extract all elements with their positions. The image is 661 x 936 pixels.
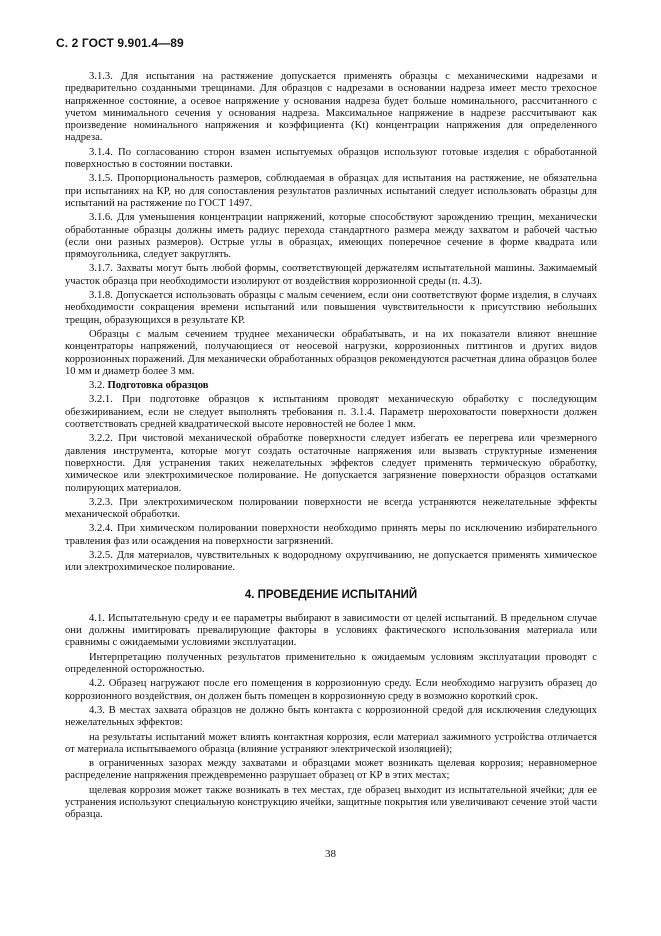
subsection-title: Подготовка образцов [107,380,209,392]
document-body [65,71,597,824]
paragraph-3-2-3: 3.2.3. При электрохимическом полировании поверхности не всегда устраняются нежелательные эффекты механической обработки. [65,496,597,521]
page-number: 38 [325,848,336,860]
paragraph-3-1-3: 3.1.3. Для испытания на растяжение допускается применять образцы с механическими надрезами и предварительно созданными трещинами. Для образцов с надрезами в основании надреза имеет место трехосное напряженное состояние, а осевое напряжение у основания надреза будет больше номинального, рассчитанного с учетом минимального сечения у основания надреза. Максимальное напряжение в надрезе рассчитывают как произведение номинального напряжения и коэффициента (Kt) концентрации напряжения для определенного надреза. [65,71,597,144]
page-header: С. 2 ГОСТ 9.901.4—89 [56,36,184,50]
subsection-3-2-heading [65,380,597,392]
paragraph-4-3-item-1: на результаты испытаний может влиять контактная коррозия, если материал зажимного устройства отличается от материала испытываемого образца (влияние устраняют электрической изоляцией); [65,731,597,755]
paragraph-4-3: 4.3. В местах захвата образцов не должно быть контакта с коррозионной средой для исключения следующих нежелательных эффектов: [65,704,597,729]
paragraph-3-1-6: 3.1.6. Для уменьшения концентрации напряжений, которые способствуют зарождению трещин, механически обработанные образцы должны иметь радиус перехода стандартного размера между захватом и рабочей частью (если они разных размеров). Острые углы в образцах, имеющих поперечное сечение в форме квадрата или прямоугольника, следует закруглять. [65,212,597,261]
paragraph-3-2-5: 3.2.5. Для материалов, чувствительных к водородному охрупчиванию, не допускается применять химическое или электрохимическое полирование. [65,549,597,574]
paragraph-small-section-note: Образцы с малым сечением труднее механически обрабатывать, и на их показатели влияют внешние концентраторы напряжений, получающиеся от неосевой нагрузки, коррозионных питтингов и других видов коррозионных поражений. Для механически обработанных образцов рекомендуются расчетная длина образцов более 10 мм и диаметр более 3 мм. [65,328,597,377]
paragraph-4-2: 4.2. Образец нагружают после его помещения в коррозионную среду. Если необходимо нагрузить образец до коррозионного воздействия, он должен быть помещен в коррозионную среду в возможно короткий срок. [65,678,597,702]
paragraph-4-3-item-2: в ограниченных зазорах между захватами и образцами может возникать щелевая коррозия; неравномерное распределение напряжения преждевременно разрушает образец от КР в этих местах; [65,758,597,782]
paragraph-3-1-4: 3.1.4. По согласованию сторон взамен испытуемых образцов используют готовые изделия с обработанной поверхностью в состоянии поставки. [65,146,597,171]
paragraph-3-2-2: 3.2.2. При чистовой механической обработке поверхности следует избегать ее перегрева или чрезмерного давления инструмента, которые могут создать остаточные напряжения или вызвать структурные изменения поверхности. Для устранения таких нежелательных эффектов следует применять термическую обработку, химическое или электрохимическое полирование. Не допускается загрязнение поверхности образцов остатками полирующих материалов. [65,433,597,494]
paragraph-3-1-8: 3.1.8. Допускается использовать образцы с малым сечением, если они соответствуют форме изделия, в случаях необходимости сокращения времени испытаний или повышения чувствительности к присутствию небольших трещин, образующихся в результате КР. [65,290,597,326]
subsection-number: 3.2. [89,380,105,392]
paragraph-3-1-7: 3.1.7. Захваты могут быть любой формы, соответствующей держателям испытательной машины. Зажимаемый участок образца при необходимости изолируют от воздействия коррозионной среды (п. 4.3). [65,263,597,287]
paragraph-3-2-1: 3.2.1. При подготовке образцов к испытаниям проводят механическую обработку с последующим обезжириванием, если не следует выполнять требования п. 3.1.4. Параметр шероховатости поверхности должен соответствовать средней квадратической высоте неровностей не более 1 мкм. [65,394,597,431]
paragraph-3-1-5: 3.1.5. Пропорциональность размеров, соблюдаемая в образцах для испытания на растяжение, не обязательна при испытаниях на КР, но для сопоставления результатов различных испытаний следует использовать образцы для испытаний на растяжение по ГОСТ 1497. [65,173,597,209]
paragraph-4-1: 4.1. Испытательную среду и ее параметры выбирают в зависимости от целей испытаний. В предельном случае они должны имитировать превалирующие факторы в условиях фактического использования материала или сравнимы с ожидаемыми условиями эксплуатации. [65,612,597,649]
paragraph-3-2-4: 3.2.4. При химическом полировании поверхности необходимо принять меры по исключению избирательного травления фаз или осаждения на поверхности загрязнений. [65,523,597,547]
section-4-heading: 4. ПРОВЕДЕНИЕ ИСПЫТАНИЙ [244,588,418,601]
paragraph-4-1-note: Интерпретацию полученных результатов применительно к ожидаемым условиям эксплуатации проводят с определенной осторожностью. [65,651,597,676]
paragraph-4-3-item-3: щелевая коррозия может также возникать в тех местах, где образец выходит из испытательной ячейки; для ее устранения используют специальную конструкцию ячейки, защитные покрытия или увеличивают сечение этой части образца. [65,784,597,821]
